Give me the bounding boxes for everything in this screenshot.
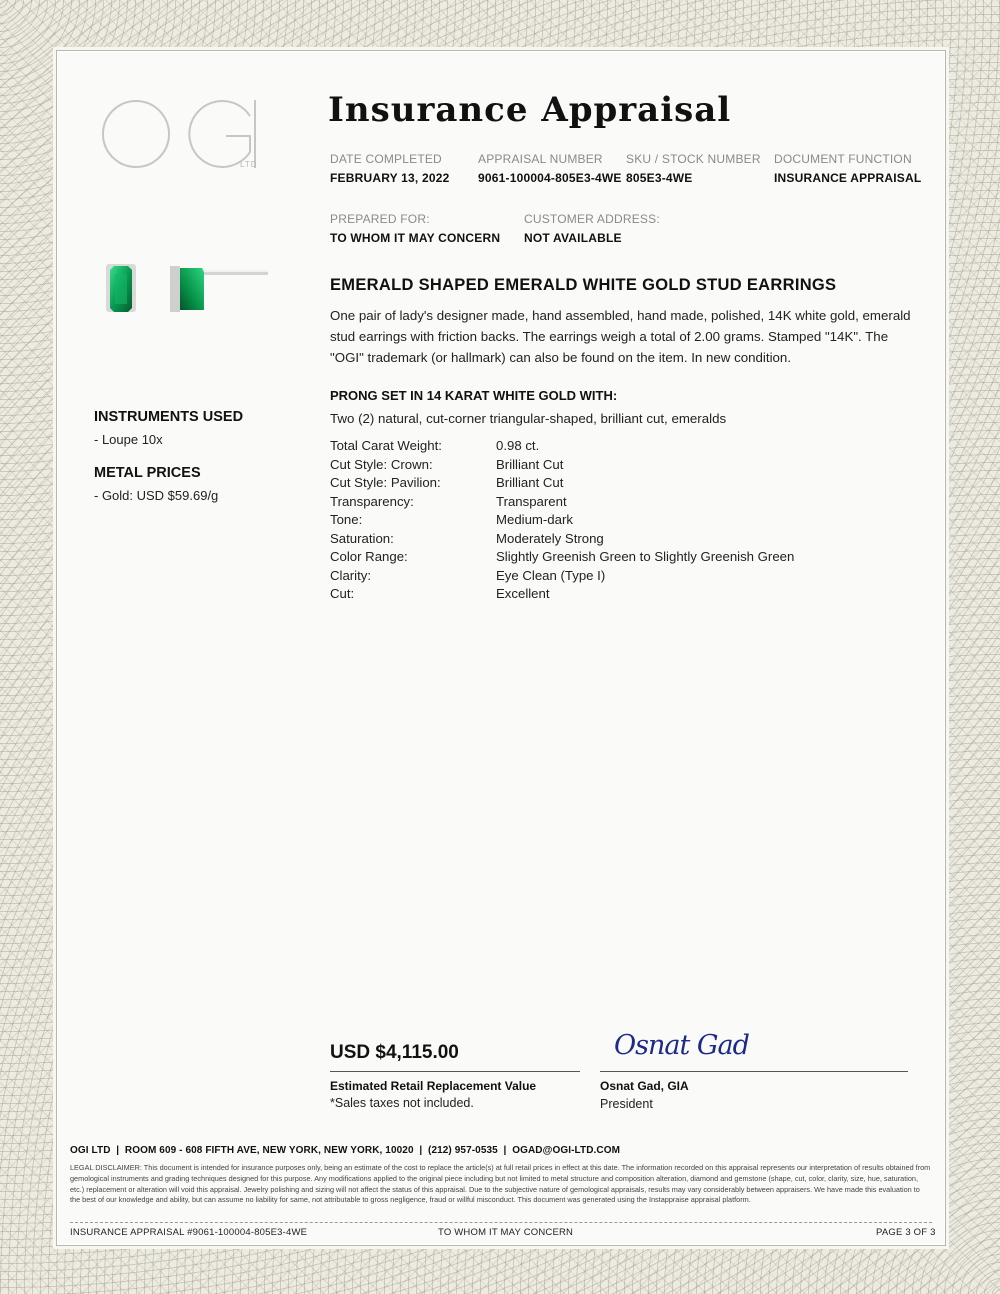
prepared-for-label: PREPARED FOR: [330,212,430,226]
item-description: One pair of lady's designer made, hand assembled, hand made, polished, 14K white gold, emerald stud earrings with friction backs. The earrings weigh a total of 2.00 grams. Stamped "14K". The "OGI" trademark (or hallmark) can also be found on the item. In new condition. [330,308,911,365]
spec-key: Cut Style: Crown: [330,456,433,472]
setting-description: Two (2) natural, cut-corner triangular-shaped, brilliant cut, emeralds [330,411,727,426]
customer-address-label: CUSTOMER ADDRESS: [524,212,660,226]
item-title: EMERALD SHAPED EMERALD WHITE GOLD STUD EARRINGS [330,276,837,294]
spec-key: Total Carat Weight: [330,438,442,453]
footer-divider [70,1222,932,1223]
spec-value: Brilliant Cut [496,475,564,490]
instruments-used-heading: INSTRUMENTS USED [94,409,244,425]
signature-line [600,1071,908,1072]
appraisal-number-value: 9061-100004-805E3-4WE [478,171,622,185]
prepared-for-block [330,212,500,245]
customer-address-block [524,212,660,245]
sku-value: 805E3-4WE [626,171,693,185]
spec-value: Moderately Strong [496,530,604,546]
document-function-label: DOCUMENT FUNCTION [774,152,912,166]
table-row [330,549,794,568]
metal-prices-heading: METAL PRICES [94,465,201,481]
earrings-image [98,258,278,328]
table-row [330,586,794,605]
table-row [330,475,794,494]
date-completed-block [330,152,449,185]
spec-value: Transparent [496,493,567,509]
specs-table [330,438,794,605]
spec-value: Brilliant Cut [496,456,564,472]
table-row [330,438,794,457]
certificate-sheet [56,50,946,1246]
date-completed-value: FEBRUARY 13, 2022 [330,171,450,185]
footer-page-number: PAGE 3 OF 3 [876,1227,936,1238]
signer-role: President [600,1097,653,1111]
setting-title: PRONG SET IN 14 KARAT WHITE GOLD WITH: [330,388,618,403]
appraisal-number-block [478,152,622,185]
signer-name: Osnat Gad, GIA [600,1079,689,1093]
document-function-block [774,152,921,185]
tax-note: *Sales taxes not included. [330,1096,474,1110]
sku-block [626,152,761,185]
table-row [330,457,794,476]
spec-value: Medium-dark [496,512,573,527]
appraisal-number-label: APPRAISAL NUMBER [478,152,603,166]
spec-key: Transparency: [330,493,414,509]
document-title: Insurance Appraisal [328,90,732,130]
instruments-used-value: - Loupe 10x [94,432,163,447]
document-function-value: INSURANCE APPRAISAL [774,171,922,185]
date-completed-label: DATE COMPLETED [330,152,442,166]
table-row [330,512,794,531]
spec-value: Slightly Greenish Green to Slightly Greenish Green [496,549,795,564]
sku-label: SKU / STOCK NUMBER [626,152,761,166]
valuation-label: Estimated Retail Replacement Value [330,1079,537,1093]
customer-address-value: NOT AVAILABLE [524,231,622,245]
spec-key: Tone: [330,512,363,527]
table-row [330,494,794,513]
spec-key: Saturation: [330,530,394,546]
footer-recipient: TO WHOM IT MAY CONCERN [438,1227,574,1238]
spec-value: Excellent [496,586,550,601]
certificate-body [58,52,944,1244]
signature: Osnat Gad [614,1030,749,1061]
spec-value: Eye Clean (Type I) [496,567,606,583]
logo-ltd-label: LTD [240,160,258,169]
footer-appraisal-number: INSURANCE APPRAISAL #9061-100004-805E3-4WE [70,1227,308,1238]
spec-key: Cut: [330,586,355,601]
prepared-for-value: TO WHOM IT MAY CONCERN [330,231,501,245]
ogi-logo [98,96,258,186]
spec-value: 0.98 ct. [496,438,540,453]
price-underline [330,1071,580,1072]
appraised-price: USD $4,115.00 [330,1042,459,1063]
spec-key: Color Range: [330,549,408,564]
spec-key: Cut Style: Pavilion: [330,475,441,490]
table-row [330,568,794,587]
table-row [330,531,794,550]
company-contact-line: OGI LTD | ROOM 609 - 608 FIFTH AVE, NEW YORK, NEW YORK, 10020 | (212) 957-0535 | OGAD@OGI-LTD.COM [70,1145,621,1156]
metal-prices-value: - Gold: USD $59.69/g [94,488,219,503]
legal-disclaimer: LEGAL DISCLAIMER: This document is intended for insurance purposes only, being an estimate of the cost to replace the article(s) at full retail prices in effect at this date. The information recorded on this appraisal represents our interpretation of results obtained from gemological instruments and grading techniques designed for this purpose. Any modifications applied to the original piece including but not limited to metal structure and composition alteration, diamond and gemstone (shape, cut, color, clarity, size, hue, saturation, etc.) replacement or alteration will void this appraisal. Jewelry polishing and sizing will not affect the status of this appraisal. Due to the subjective nature of gemological appraisals, results may vary considerably between appraisers. We have made this evaluation to the best of our knowledge and ability, but can assume no liability for same, not attributable to gross negligence, fraud or willful misconduct. This document was generated using the Instappraise appraisal platform. [70,1163,931,1205]
spec-key: Clarity: [330,567,372,583]
